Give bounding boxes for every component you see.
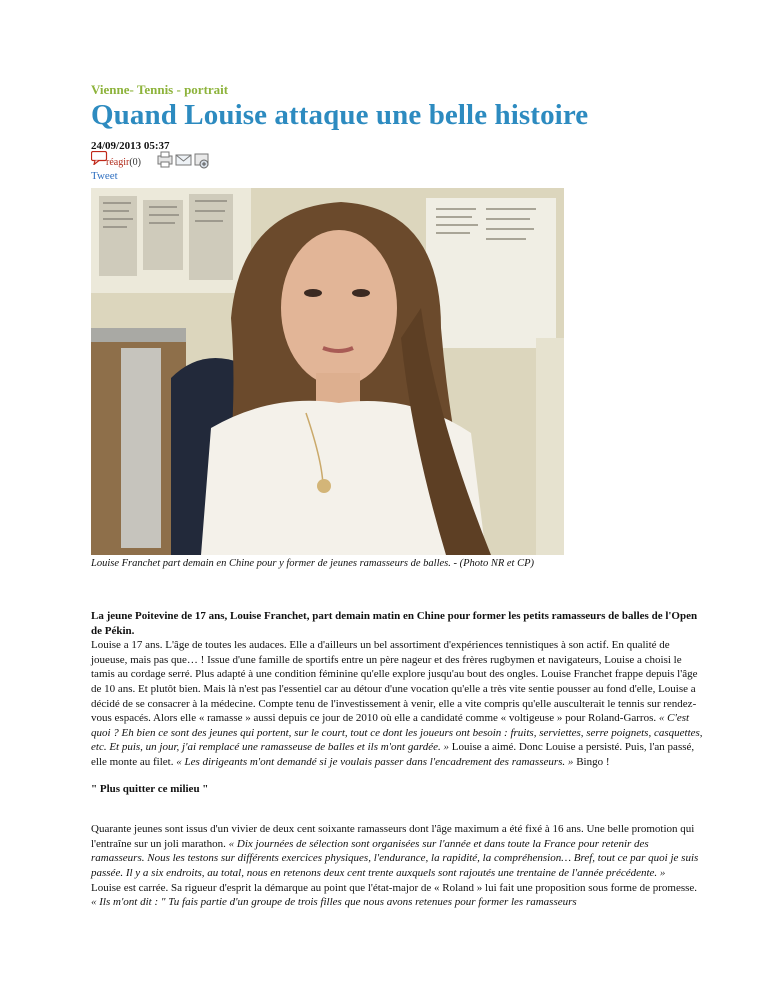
paragraph-2-text: Quarante jeunes sont issus d'un vivier de deux cent soixante ramasseurs dont l'âge maximum a été fixé à 16 ans. Une belle promotion qui l'entraîne sur un joli marathon. [91,823,695,850]
email-icon[interactable] [176,155,191,165]
article-lead: La jeune Poitevine de 17 ans, Louise Franchet, part demain matin en Chine pour former les petits ramasseurs de balles de l'Open de Pékin. [91,610,698,637]
react-count: (0) [129,157,141,168]
paragraph-2 [91,822,703,880]
photo-caption: Louise Franchet part demain en Chine pour y former de jeunes ramasseurs de balles. - (Photo NR et CP) [91,558,534,569]
react-label[interactable]: réagir [106,157,130,168]
paragraph-1 [91,638,703,769]
react-link[interactable] [106,157,141,168]
tweet-link[interactable]: Tweet [91,170,118,182]
article-photo [91,188,564,555]
paragraph-3-text: Louise est carrée. Sa rigueur d'esprit la démarque au point que l'état-major de « Roland » lui fait une proposition sous forme de promesse. [91,881,698,894]
paragraph-1-text-a: Louise a 17 ans. L'âge de toutes les audaces. Elle a d'ailleurs un bel assortiment d'expériences tennistiques à son actif. En qualité de joueuse, mais pas que… ! Issue d'une famille de sportifs entre un père nageur et des frères rugbymen et navigateurs, Louise a choisi le tamis au cordage serré. Plus adapté à une condition féminine qu'elle explore jusqu'au bout des ongles. Louise Franchet frappe depuis l'âge de 10 ans. Et plutôt bien. Mais là n'est pas l'essentiel car au détour d'une vocation qu'elle a très vite sentie pousser au fond d'elle, Louise a décidé de se consacrer à la médecine. Compte tenu de l'investissement à venir, elle a vite compris qu'elle ausculterait le tennis sur rendez-vous espacés. Alors elle « ramasse » aussi depuis ce jour de 2010 où elle a candidaté comme « voltigeuse » pour Roland-Garros. [91,639,698,725]
paragraph-3 [91,881,703,910]
paragraph-3-quote: « Ils m'ont dit : " Tu fais partie d'un groupe de trois filles que nous avons retenues pour former les ramasseurs [91,896,577,909]
share-icon[interactable] [195,154,208,168]
paragraph-1-text-c: Bingo ! [573,755,610,768]
article-title: Quand Louise attaque une belle histoire [91,99,589,131]
print-icon[interactable] [158,152,172,167]
social-bar [91,151,211,169]
paragraph-1-text-b: Louise a aimé. Donc Louise a persisté. Puis, l'an passé, elle monte au filet. [91,741,695,768]
subheading: " Plus quitter ce milieu " [91,782,209,795]
publish-date: 24/09/2013 05:37 [91,140,170,152]
paragraph-2-quote: « Dix journées de sélection sont organisées sur l'année et dans toute la France pour retenir des ramasseurs. Nous les testons sur différents exercices physiques, l'endurance, la rapidité, la compréhension… Bref, tout ce par quoi je suis passée. Il y a six endroits, au total, nous en retenons deux cent trente auxquels sont rajoutés une trentaine de l'année précédente. » [91,837,699,879]
section-kicker[interactable]: Vienne- Tennis - portrait [91,82,229,97]
share-icons [157,151,215,174]
paragraph-1-quote-2: « Les dirigeants m'ont demandé si je voulais passer dans l'encadrement des ramasseurs. » [176,755,574,768]
article-body [91,609,703,910]
paragraph-1-quote-1: « C'est quoi ? Eh bien ce sont des jeunes qui portent, sur le court, tout ce dont les joueurs ont besoin : fruits, serviettes, serre poignets, casquettes, etc. Et puis, un jour, j'ai remplacé une ramasseuse de balles et ils m'ont gardée. » [91,712,703,754]
